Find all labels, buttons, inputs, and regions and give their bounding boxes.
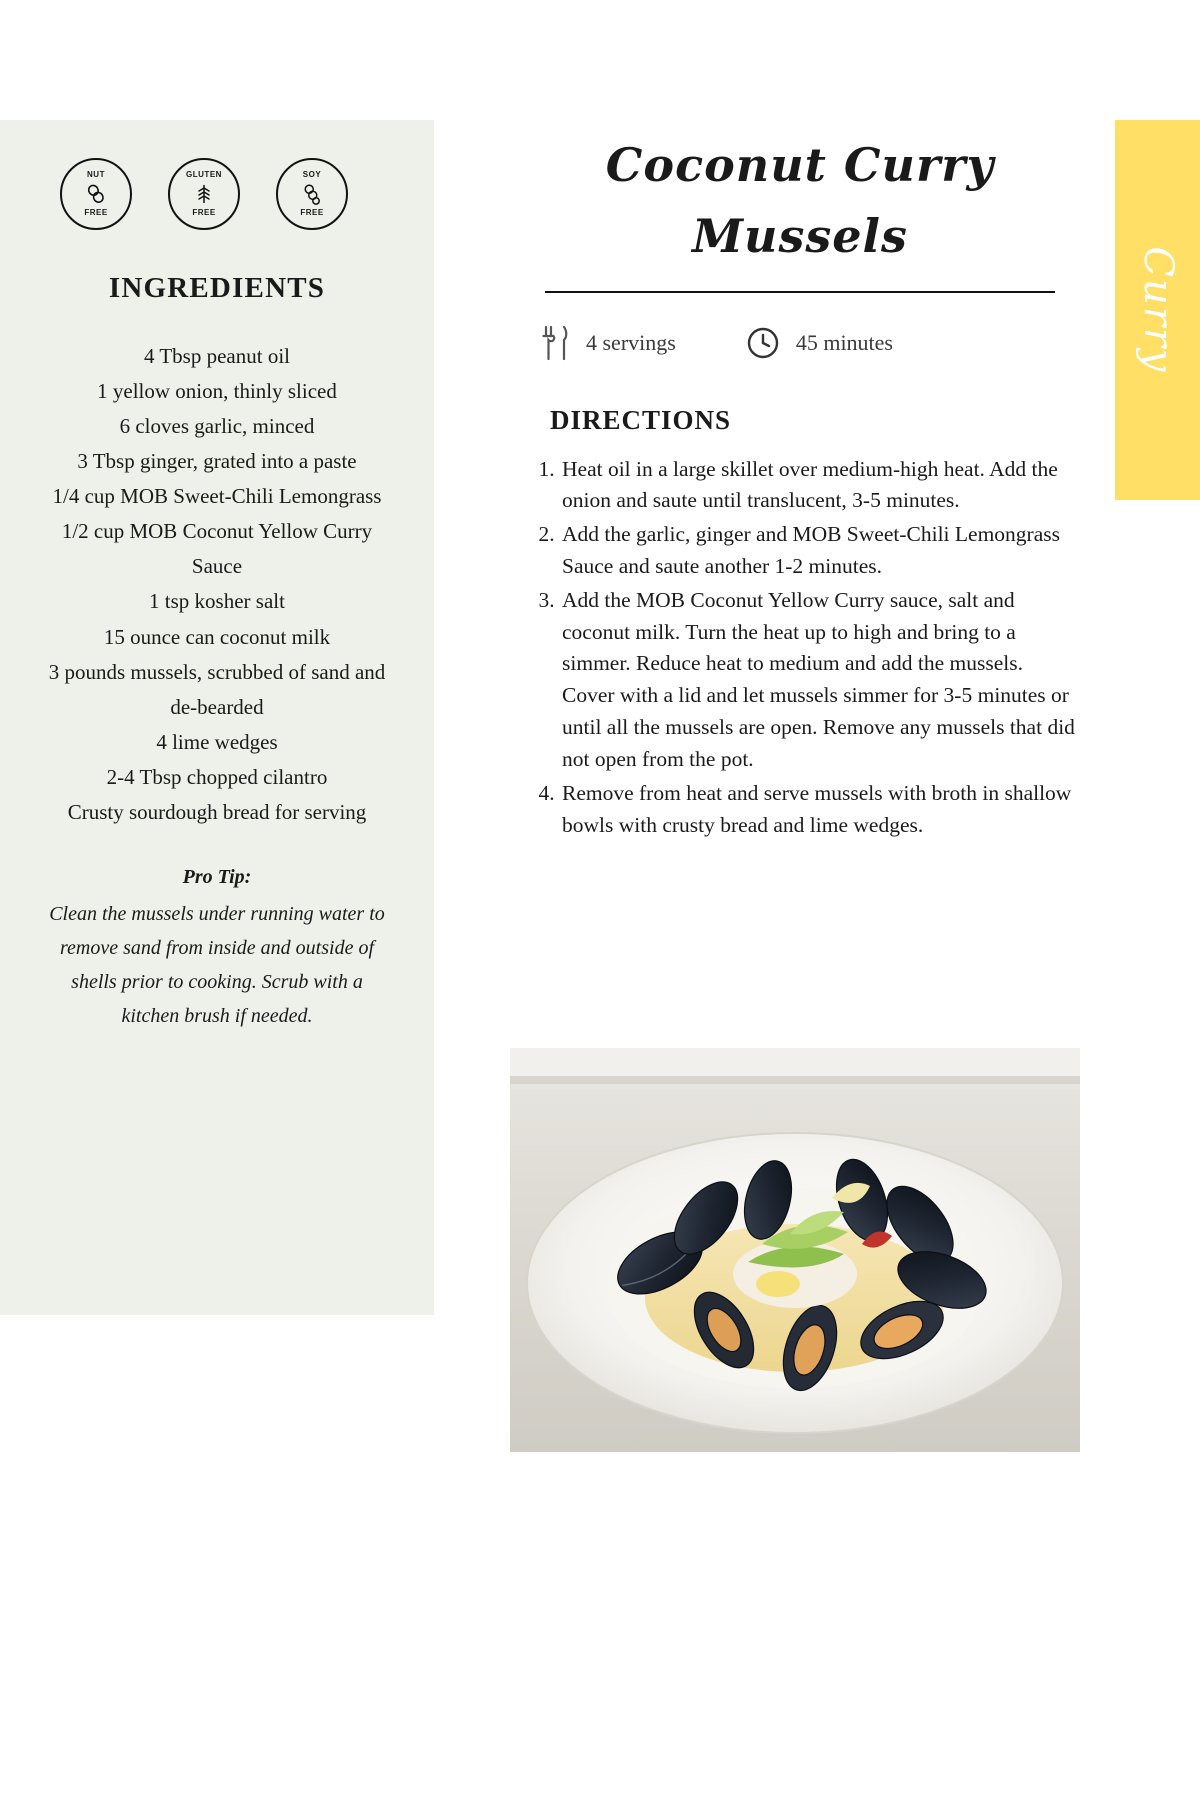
- list-item: 1/4 cup MOB Sweet-Chili Lemongrass: [52, 484, 382, 509]
- gluten-free-badge-top: GLUTEN: [186, 170, 222, 179]
- dish-photo-illustration: [510, 1048, 1080, 1452]
- soy-free-badge: [276, 158, 348, 230]
- nut-free-badge-bottom: FREE: [84, 208, 108, 217]
- time-label: 45 minutes: [795, 329, 893, 355]
- list-item: 15 ounce can coconut milk: [103, 624, 331, 649]
- gluten-free-badge: [168, 158, 240, 230]
- soy-free-badge-bottom: FREE: [300, 208, 324, 217]
- recipe-meta: [520, 323, 1080, 363]
- gluten-free-badge-bottom: FREE: [192, 208, 216, 217]
- wheat-icon: [191, 181, 217, 207]
- directions-list: [520, 454, 1080, 842]
- soybean-icon: [299, 181, 325, 207]
- category-tab: [1115, 120, 1200, 500]
- peanut-icon: [83, 181, 109, 207]
- list-item: 4. Remove from heat and serve mussels with broth in shallow bowls with crusty bread and lime wedges.: [560, 778, 1080, 842]
- list-item: 1/2 cup MOB Coconut Yellow Curry Sauce: [61, 519, 373, 579]
- directions-heading: DIRECTIONS: [550, 404, 732, 435]
- nut-free-badge-top: NUT: [87, 170, 105, 179]
- pro-tip-text: Clean the mussels under running water to remove sand from inside and outside of shells prior to cooking. Scrub with a kitchen brush if needed.: [49, 902, 385, 1027]
- clock-icon: [746, 326, 780, 360]
- list-item: Crusty sourdough bread for serving: [67, 799, 367, 824]
- nut-free-badge: [60, 158, 132, 230]
- servings-meta: [540, 323, 676, 363]
- servings-label: 4 servings: [586, 329, 676, 355]
- list-item: 3 Tbsp ginger, grated into a paste: [77, 449, 357, 474]
- list-item: 4 lime wedges: [156, 729, 278, 754]
- ingredients-panel: [0, 120, 434, 1315]
- ingredients-list: [40, 339, 394, 830]
- time-meta: [746, 326, 893, 360]
- pro-tip-label: Pro Tip:: [182, 865, 252, 888]
- list-item: 6 cloves garlic, minced: [119, 414, 315, 439]
- list-item: 1 yellow onion, thinly sliced: [97, 379, 337, 404]
- soy-free-badge-top: SOY: [302, 170, 322, 179]
- dietary-badges: [40, 158, 394, 230]
- list-item: 3 pounds mussels, scrubbed of sand and de-bearded: [48, 659, 386, 719]
- ingredients-heading: INGREDIENTS: [108, 272, 326, 304]
- category-tab-label: Curry: [1134, 246, 1181, 374]
- list-item: 1. Heat oil in a large skillet over medium-high heat. Add the onion and saute until translucent, 3-5 minutes.: [560, 454, 1080, 518]
- dish-photo: [510, 1048, 1080, 1452]
- title-divider: [545, 291, 1055, 293]
- list-item: 3. Add the MOB Coconut Yellow Curry sauce, salt and coconut milk. Turn the heat up to high and bring to a simmer. Reduce heat to medium and add the mussels. Cover with a lid and let mussels simmer for 3-5 minutes or until all the mussels are open. Remove any mussels that did not open from the pot.: [560, 585, 1080, 776]
- page-title: Coconut Curry Mussels: [605, 138, 995, 264]
- fork-knife-icon: [540, 323, 570, 363]
- list-item: 2. Add the garlic, ginger and MOB Sweet-Chili Lemongrass Sauce and saute another 1-2 minutes.: [560, 519, 1080, 583]
- list-item: 4 Tbsp peanut oil: [143, 344, 290, 368]
- list-item: 2-4 Tbsp chopped cilantro: [106, 764, 328, 789]
- recipe-column: [520, 130, 1080, 843]
- list-item: 1 tsp kosher salt: [149, 589, 285, 614]
